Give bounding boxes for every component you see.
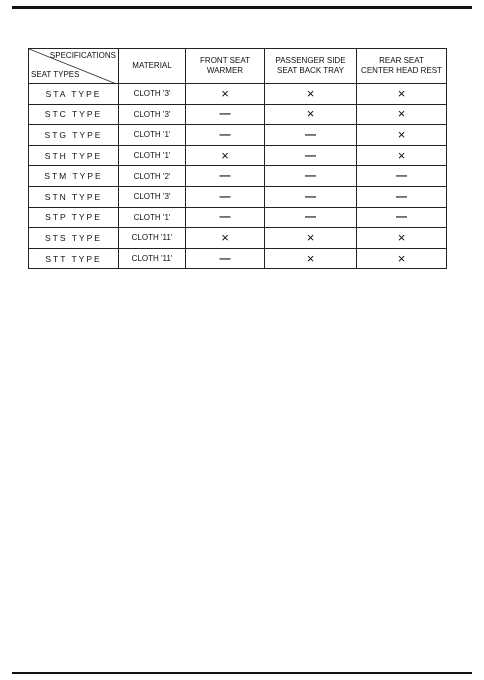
seat-type-cell: STM TYPE	[29, 166, 119, 187]
front-warmer-cell	[186, 228, 265, 249]
availability-mark: ×	[397, 147, 406, 163]
rear-headrest-cell	[357, 186, 447, 207]
material-cell: CLOTH '3'	[119, 84, 186, 105]
passenger-tray-cell	[265, 84, 357, 105]
front-warmer-cell	[186, 186, 265, 207]
rear-headrest-header-line2: CENTER HEAD REST	[361, 66, 442, 75]
passenger-tray-cell	[265, 186, 357, 207]
rear-headrest-cell	[357, 104, 447, 125]
material-cell: CLOTH '1'	[119, 145, 186, 166]
rear-headrest-cell	[357, 125, 447, 146]
availability-mark: ×	[397, 85, 406, 101]
availability-mark: —	[219, 128, 231, 141]
availability-mark: —	[396, 190, 407, 203]
availability-mark: —	[305, 190, 316, 203]
table-row	[29, 104, 447, 125]
material-cell: CLOTH '11'	[119, 248, 186, 269]
table-row	[29, 145, 447, 166]
passenger-tray-header	[265, 49, 357, 84]
table-row	[29, 186, 447, 207]
rear-headrest-header-line1: REAR SEAT	[379, 56, 424, 65]
rear-headrest-cell	[357, 166, 447, 187]
availability-mark: —	[305, 128, 316, 141]
header-row	[29, 49, 447, 84]
rear-headrest-cell	[357, 228, 447, 249]
material-header: MATERIAL	[119, 49, 186, 84]
specifications-label: SPECIFICATIONS	[49, 51, 116, 60]
front-warmer-cell	[186, 248, 265, 269]
passenger-tray-header-line2: SEAT BACK TRAY	[277, 66, 344, 75]
material-cell: CLOTH '2'	[119, 166, 186, 187]
seat-type-cell: STC TYPE	[29, 104, 119, 125]
availability-mark: —	[396, 211, 407, 224]
rear-headrest-cell	[357, 207, 447, 228]
front-warmer-header	[186, 49, 265, 84]
table-row	[29, 125, 447, 146]
material-cell: CLOTH '3'	[119, 104, 186, 125]
seat-type-cell: STT TYPE	[29, 248, 119, 269]
seat-types-label: SEAT TYPES	[31, 70, 80, 79]
front-warmer-header-line2: WARMER	[206, 66, 244, 75]
front-warmer-cell	[186, 104, 265, 125]
passenger-tray-cell	[265, 207, 357, 228]
front-warmer-header-line1: FRONT SEAT	[200, 56, 250, 65]
rear-headrest-header	[357, 49, 447, 84]
seat-type-cell: STS TYPE	[29, 228, 119, 249]
material-cell: CLOTH '3'	[119, 186, 186, 207]
availability-mark: ×	[306, 85, 315, 101]
availability-mark: ×	[397, 250, 406, 266]
table-row	[29, 166, 447, 187]
front-warmer-cell	[186, 207, 265, 228]
availability-mark: —	[305, 149, 316, 162]
availability-mark: ×	[221, 229, 229, 245]
passenger-tray-cell	[265, 125, 357, 146]
availability-mark: —	[305, 170, 316, 183]
passenger-tray-cell	[265, 228, 357, 249]
passenger-tray-cell	[265, 104, 357, 125]
availability-mark: —	[219, 170, 231, 183]
top-rule	[12, 6, 472, 9]
rear-headrest-cell	[357, 248, 447, 269]
front-warmer-cell	[186, 145, 265, 166]
availability-mark: —	[305, 211, 316, 224]
availability-mark: —	[396, 170, 407, 183]
table-row	[29, 248, 447, 269]
front-warmer-cell	[186, 166, 265, 187]
availability-mark: ×	[397, 126, 406, 142]
availability-mark: ×	[306, 106, 315, 122]
availability-mark: —	[219, 108, 231, 121]
availability-mark: ×	[221, 85, 229, 101]
seat-type-cell: STH TYPE	[29, 145, 119, 166]
seat-type-cell: STG TYPE	[29, 125, 119, 146]
passenger-tray-header-line1: PASSENGER SIDE	[275, 56, 346, 65]
table-row	[29, 84, 447, 105]
material-cell: CLOTH '11'	[119, 228, 186, 249]
seat-spec-table	[28, 48, 447, 269]
passenger-tray-cell	[265, 248, 357, 269]
rear-headrest-cell	[357, 84, 447, 105]
material-cell: CLOTH '1'	[119, 207, 186, 228]
availability-mark: —	[219, 190, 231, 203]
rear-headrest-cell	[357, 145, 447, 166]
front-warmer-cell	[186, 125, 265, 146]
passenger-tray-cell	[265, 145, 357, 166]
availability-mark: —	[219, 211, 231, 224]
seat-type-cell: STA TYPE	[29, 84, 119, 105]
bottom-rule	[12, 672, 472, 674]
availability-mark: ×	[397, 229, 406, 245]
passenger-tray-cell	[265, 166, 357, 187]
table-row	[29, 228, 447, 249]
seat-type-cell: STP TYPE	[29, 207, 119, 228]
availability-mark: —	[219, 252, 231, 265]
availability-mark: ×	[397, 106, 406, 122]
material-cell: CLOTH '1'	[119, 125, 186, 146]
availability-mark: ×	[221, 147, 229, 163]
front-warmer-cell	[186, 84, 265, 105]
seat-type-cell: STN TYPE	[29, 186, 119, 207]
availability-mark: ×	[306, 229, 315, 245]
corner-header-cell	[29, 49, 119, 84]
availability-mark: ×	[306, 250, 315, 266]
table-row	[29, 207, 447, 228]
